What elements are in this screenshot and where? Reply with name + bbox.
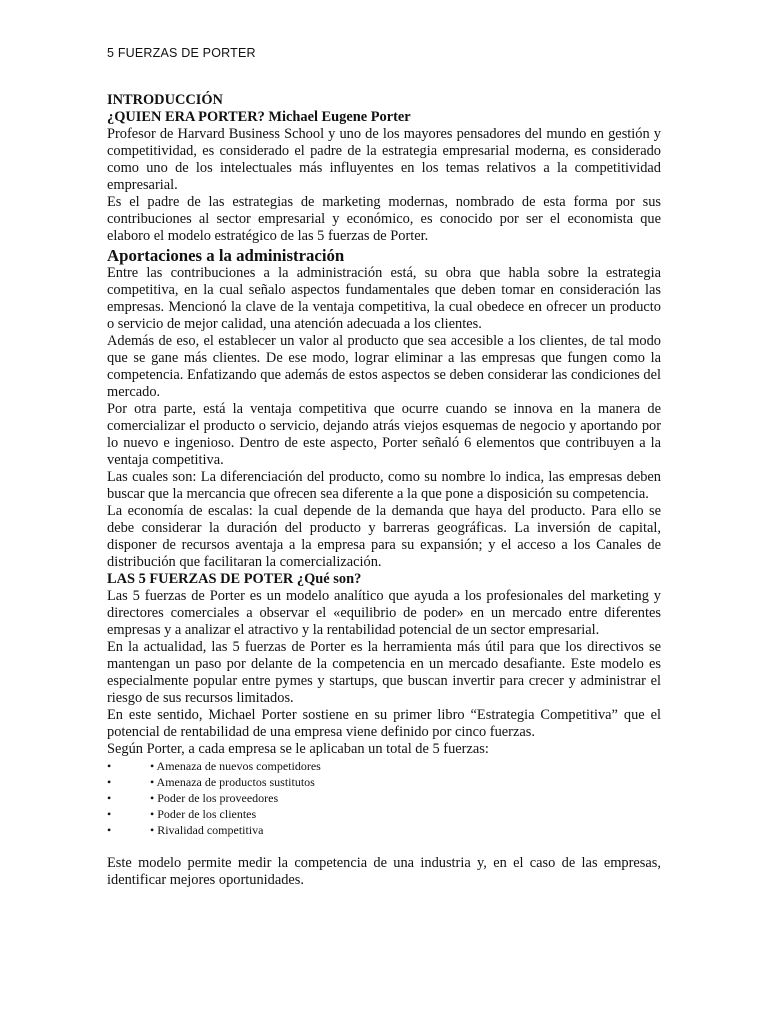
bullet-mark: •	[107, 823, 112, 837]
paragraph-economies-of-scale: La economía de escalas: la cual depende de la demanda que haya del producto. Para ello se debe considerar la duración del producto y barreras geográficas. La inversión de capital, disponer de recursos aventaja a la empresa para su expansión; y el acceso a los Canales de distribución que facilitaran la comercialización.	[107, 503, 661, 570]
list-item-text: • Poder de los clientes	[150, 807, 257, 821]
paragraph-usefulness: En la actualidad, las 5 fuerzas de Porter es la herramienta más útil para que los directivos se mantengan un paso por delante de la competencia en un mercado desafiante. Este modelo es especialmente popular entre pymes y startups, que buscan invertir para crecer y administrar el riesgo de sus recursos limitados.	[107, 639, 661, 706]
paragraph-model-definition: Las 5 fuerzas de Porter es un modelo analítico que ayuda a los profesionales del marketing y directores comerciales a observar el «equilibrio de poder» en un mercado entre diferentes empresas y a analizar el atractivo y la rentabilidad potencial de un sector empresarial.	[107, 588, 661, 638]
five-forces-heading: LAS 5 FUERZAS DE POTER ¿Qué son?	[107, 571, 362, 587]
intro-heading: INTRODUCCIÓN	[107, 92, 223, 108]
forces-list	[107, 758, 661, 838]
list-item	[107, 822, 661, 838]
list-item	[107, 774, 661, 790]
paragraph-competitive-advantage: Por otra parte, está la ventaja competitiva que ocurre cuando se innova en la manera de comercializar el producto o servicio, dejando atrás viejos esquemas de negocio y aportando por lo nuevo e ingenioso. Dentro de este aspecto, Porter señaló 6 elementos que contribuyen a la ventaja competitiva.	[107, 401, 661, 468]
paragraph-value: Además de eso, el establecer un valor al producto que sea accesible a los clientes, de tal modo que se gane más clientes. De ese modo, lograr eliminar a las empresas que fungen como la competencia. Enfatizando que además de estos aspectos se deben considerar las condiciones del mercado.	[107, 333, 661, 400]
list-item-text: • Amenaza de productos sustitutos	[150, 775, 315, 789]
document-body	[107, 92, 661, 889]
bullet-mark: •	[107, 775, 112, 789]
contributions-heading: Aportaciones a la administración	[107, 246, 345, 265]
list-item	[107, 758, 661, 774]
list-item	[107, 790, 661, 806]
list-item-text: • Rivalidad competitiva	[150, 823, 264, 837]
paragraph-forces-intro: Según Porter, a cada empresa se le aplicaban un total de 5 fuerzas:	[107, 741, 489, 757]
paragraph-conclusion: Este modelo permite medir la competencia de una industria y, en el caso de las empresas, identificar mejores oportunidades.	[107, 855, 661, 888]
paragraph-differentiation: Las cuales son: La diferenciación del producto, como su nombre lo indica, las empresas deben buscar que la mercancia que ofrecen sea diferente a la que pone a disposición su competencia.	[107, 469, 661, 502]
list-item-text: • Amenaza de nuevos competidores	[150, 759, 321, 773]
list-item	[107, 806, 661, 822]
list-item-text: • Poder de los proveedores	[150, 791, 279, 805]
page-header: 5 FUERZAS DE PORTER	[107, 46, 256, 60]
paragraph-father-marketing: Es el padre de las estrategias de marketing modernas, nombrado de esta forma por sus contribuciones al sector empresarial y económico, es conocido por ser el economista que elaboro el modelo estratégico de las 5 fuerzas de Porter.	[107, 194, 661, 244]
bullet-mark: •	[107, 759, 112, 773]
bullet-mark: •	[107, 807, 112, 821]
paragraph-bio: Profesor de Harvard Business School y uno de los mayores pensadores del mundo en gestión y competitividad, es considerado el padre de la estrategia empresarial moderna, es considerado como uno de los intelectuales más influyentes en los temas relativos a la competitividad empresarial.	[107, 126, 661, 193]
paragraph-contributions: Entre las contribuciones a la administración está, su obra que habla sobre la estrategia competitiva, en la cual señalo aspectos fundamentales que deben tomar en consideración las empresas. Mencionó la clave de la ventaja competitiva, la cual obedece en ofrecer un producto o servicio de mejor calidad, una atención adecuada a los clientes.	[107, 265, 661, 332]
paragraph-book: En este sentido, Michael Porter sostiene en su primer libro “Estrategia Competitiva” que el potencial de rentabilidad de una empresa viene definido por cinco fuerzas.	[107, 707, 661, 740]
bullet-mark: •	[107, 791, 112, 805]
who-heading: ¿QUIEN ERA PORTER? Michael Eugene Porter	[107, 109, 411, 125]
